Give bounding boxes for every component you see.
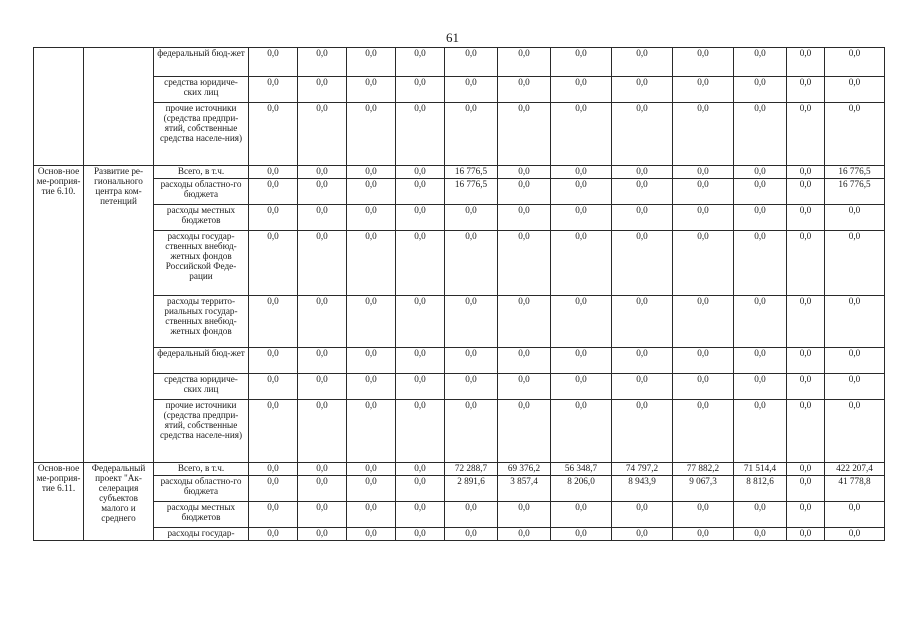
funding-source-cell: федеральный бюд-жет: [154, 348, 249, 374]
value-cell: 0,0: [673, 103, 734, 166]
value-cell: 0,0: [673, 502, 734, 528]
value-cell: 0,0: [445, 374, 498, 400]
value-cell: 0,0: [612, 103, 673, 166]
value-cell: 16 776,5: [825, 166, 885, 179]
value-cell: 0,0: [298, 400, 347, 463]
value-cell: 0,0: [787, 231, 825, 296]
value-cell: 0,0: [445, 502, 498, 528]
funding-source-cell: прочие источники (средства предпри-ятий, собственные средства населе-ния): [154, 103, 249, 166]
value-cell: 0,0: [673, 48, 734, 77]
funding-source-cell: расходы местных бюджетов: [154, 205, 249, 231]
value-cell: 0,0: [673, 166, 734, 179]
value-cell: 0,0: [298, 205, 347, 231]
value-cell: 0,0: [347, 48, 396, 77]
value-cell: 0,0: [612, 374, 673, 400]
value-cell: 0,0: [551, 374, 612, 400]
value-cell: 0,0: [249, 476, 298, 502]
value-cell: 0,0: [787, 400, 825, 463]
value-cell: 0,0: [396, 528, 445, 541]
value-cell: 0,0: [673, 77, 734, 103]
value-cell: 16 776,5: [445, 166, 498, 179]
value-cell: 0,0: [673, 296, 734, 348]
table-row: [34, 476, 885, 502]
value-cell: 0,0: [396, 502, 445, 528]
value-cell: 0,0: [825, 205, 885, 231]
value-cell: 0,0: [396, 374, 445, 400]
value-cell: 0,0: [347, 205, 396, 231]
value-cell: 0,0: [825, 400, 885, 463]
value-cell: 0,0: [825, 502, 885, 528]
value-cell: 0,0: [249, 348, 298, 374]
page-number: 61: [446, 30, 459, 45]
value-cell: 0,0: [551, 48, 612, 77]
value-cell: 16 776,5: [825, 179, 885, 205]
value-cell: 0,0: [612, 348, 673, 374]
event-cell: [34, 48, 84, 166]
event-cell: Основ-ное ме-роприя-тие 6.10.: [34, 166, 84, 463]
value-cell: 0,0: [298, 48, 347, 77]
funding-source-cell: расходы государ-ственных внебюд-жетных фондов Российской Феде-рации: [154, 231, 249, 296]
table-row: [34, 296, 885, 348]
value-cell: 0,0: [825, 528, 885, 541]
value-cell: 0,0: [612, 205, 673, 231]
value-cell: 0,0: [249, 231, 298, 296]
value-cell: 0,0: [612, 528, 673, 541]
value-cell: 56 348,7: [551, 463, 612, 476]
table-row: [34, 528, 885, 541]
value-cell: 0,0: [734, 296, 787, 348]
funding-source-cell: прочие источники (средства предпри-ятий, собственные средства населе-ния): [154, 400, 249, 463]
value-cell: 0,0: [298, 77, 347, 103]
value-cell: 0,0: [498, 231, 551, 296]
funding-source-cell: расходы областно-го бюджета: [154, 476, 249, 502]
value-cell: 0,0: [249, 77, 298, 103]
value-cell: 0,0: [551, 77, 612, 103]
value-cell: 0,0: [249, 296, 298, 348]
value-cell: 0,0: [673, 374, 734, 400]
value-cell: 0,0: [612, 400, 673, 463]
table-row: [34, 463, 885, 476]
value-cell: 0,0: [787, 103, 825, 166]
value-cell: 0,0: [551, 296, 612, 348]
value-cell: 0,0: [551, 528, 612, 541]
value-cell: 0,0: [673, 348, 734, 374]
value-cell: 0,0: [734, 103, 787, 166]
value-cell: 0,0: [298, 463, 347, 476]
funding-source-cell: средства юридиче-ских лиц: [154, 374, 249, 400]
value-cell: 0,0: [551, 231, 612, 296]
value-cell: 0,0: [498, 205, 551, 231]
value-cell: 0,0: [498, 48, 551, 77]
value-cell: 0,0: [787, 48, 825, 77]
value-cell: 0,0: [787, 476, 825, 502]
value-cell: 0,0: [734, 205, 787, 231]
value-cell: 0,0: [396, 231, 445, 296]
value-cell: 0,0: [298, 231, 347, 296]
value-cell: 71 514,4: [734, 463, 787, 476]
value-cell: 0,0: [298, 502, 347, 528]
funding-source-cell: расходы областно-го бюджета: [154, 179, 249, 205]
table-row: [34, 502, 885, 528]
table-row: [34, 103, 885, 166]
value-cell: 0,0: [734, 166, 787, 179]
value-cell: 0,0: [825, 231, 885, 296]
value-cell: 0,0: [347, 374, 396, 400]
event-name-cell: [84, 48, 154, 166]
value-cell: 0,0: [673, 205, 734, 231]
value-cell: 0,0: [734, 502, 787, 528]
event-name-cell: Федеральный проект "Ак-селерация субъектов малого и среднего: [84, 463, 154, 541]
value-cell: 0,0: [445, 205, 498, 231]
value-cell: 0,0: [551, 205, 612, 231]
value-cell: 0,0: [787, 502, 825, 528]
value-cell: 0,0: [298, 348, 347, 374]
funding-source-cell: федеральный бюд-жет: [154, 48, 249, 77]
funding-source-cell: средства юридиче-ских лиц: [154, 77, 249, 103]
value-cell: 0,0: [498, 103, 551, 166]
value-cell: 0,0: [249, 179, 298, 205]
funding-source-cell: Всего, в т.ч.: [154, 166, 249, 179]
funding-source-cell: Всего, в т.ч.: [154, 463, 249, 476]
value-cell: 0,0: [612, 296, 673, 348]
value-cell: 0,0: [396, 166, 445, 179]
value-cell: 0,0: [396, 48, 445, 77]
value-cell: 0,0: [787, 348, 825, 374]
value-cell: 0,0: [347, 400, 396, 463]
value-cell: 0,0: [612, 166, 673, 179]
table-row: [34, 231, 885, 296]
value-cell: 0,0: [551, 502, 612, 528]
value-cell: 0,0: [498, 400, 551, 463]
value-cell: 0,0: [347, 476, 396, 502]
value-cell: 0,0: [347, 77, 396, 103]
value-cell: 0,0: [612, 231, 673, 296]
value-cell: 0,0: [347, 296, 396, 348]
value-cell: 0,0: [249, 502, 298, 528]
value-cell: 8 812,6: [734, 476, 787, 502]
value-cell: 0,0: [734, 348, 787, 374]
value-cell: 0,0: [787, 528, 825, 541]
value-cell: 41 778,8: [825, 476, 885, 502]
value-cell: 0,0: [825, 48, 885, 77]
table-row: [34, 348, 885, 374]
value-cell: 0,0: [734, 400, 787, 463]
value-cell: 0,0: [551, 103, 612, 166]
value-cell: 0,0: [249, 166, 298, 179]
value-cell: 0,0: [347, 348, 396, 374]
value-cell: 0,0: [612, 48, 673, 77]
value-cell: 0,0: [787, 166, 825, 179]
funding-source-cell: расходы местных бюджетов: [154, 502, 249, 528]
value-cell: 0,0: [825, 77, 885, 103]
value-cell: 0,0: [396, 179, 445, 205]
value-cell: 0,0: [498, 374, 551, 400]
value-cell: 0,0: [347, 103, 396, 166]
value-cell: 0,0: [396, 296, 445, 348]
value-cell: 0,0: [396, 400, 445, 463]
funding-source-cell: расходы государ-: [154, 528, 249, 541]
value-cell: 0,0: [445, 48, 498, 77]
value-cell: 0,0: [734, 231, 787, 296]
table-row: [34, 205, 885, 231]
value-cell: 0,0: [445, 348, 498, 374]
event-cell: Основ-ное ме-роприя-тие 6.11.: [34, 463, 84, 541]
value-cell: 0,0: [551, 348, 612, 374]
value-cell: 0,0: [396, 463, 445, 476]
value-cell: 0,0: [787, 463, 825, 476]
value-cell: 0,0: [673, 179, 734, 205]
table-row: [34, 400, 885, 463]
value-cell: 0,0: [498, 179, 551, 205]
value-cell: 69 376,2: [498, 463, 551, 476]
value-cell: 0,0: [347, 502, 396, 528]
value-cell: 0,0: [445, 296, 498, 348]
value-cell: 0,0: [298, 374, 347, 400]
value-cell: 0,0: [396, 77, 445, 103]
value-cell: 0,0: [298, 476, 347, 502]
value-cell: 0,0: [498, 348, 551, 374]
value-cell: 0,0: [673, 400, 734, 463]
value-cell: 72 288,7: [445, 463, 498, 476]
value-cell: 0,0: [551, 179, 612, 205]
value-cell: 0,0: [612, 77, 673, 103]
value-cell: 0,0: [825, 103, 885, 166]
value-cell: 0,0: [734, 528, 787, 541]
value-cell: 0,0: [825, 348, 885, 374]
value-cell: 0,0: [445, 77, 498, 103]
value-cell: 0,0: [734, 179, 787, 205]
value-cell: 0,0: [347, 166, 396, 179]
event-name-cell: Развитие ре-гионального центра ком-петенций: [84, 166, 154, 463]
value-cell: 0,0: [787, 77, 825, 103]
value-cell: 0,0: [673, 231, 734, 296]
value-cell: 0,0: [673, 528, 734, 541]
value-cell: 0,0: [445, 528, 498, 541]
value-cell: 0,0: [498, 528, 551, 541]
value-cell: 0,0: [498, 502, 551, 528]
value-cell: 0,0: [249, 374, 298, 400]
value-cell: 0,0: [825, 296, 885, 348]
value-cell: 0,0: [249, 400, 298, 463]
value-cell: 0,0: [249, 205, 298, 231]
value-cell: 0,0: [498, 77, 551, 103]
value-cell: 0,0: [445, 103, 498, 166]
value-cell: 0,0: [734, 48, 787, 77]
value-cell: 8 206,0: [551, 476, 612, 502]
value-cell: 0,0: [249, 103, 298, 166]
value-cell: 9 067,3: [673, 476, 734, 502]
budget-table: [33, 47, 885, 541]
value-cell: 0,0: [298, 166, 347, 179]
value-cell: 0,0: [787, 179, 825, 205]
value-cell: 0,0: [612, 502, 673, 528]
value-cell: 0,0: [298, 179, 347, 205]
value-cell: 0,0: [396, 476, 445, 502]
value-cell: 422 207,4: [825, 463, 885, 476]
value-cell: 0,0: [445, 231, 498, 296]
value-cell: 0,0: [396, 103, 445, 166]
value-cell: 0,0: [347, 231, 396, 296]
table-row: [34, 166, 885, 179]
value-cell: 0,0: [249, 528, 298, 541]
value-cell: 3 857,4: [498, 476, 551, 502]
value-cell: 2 891,6: [445, 476, 498, 502]
value-cell: 0,0: [551, 400, 612, 463]
value-cell: 0,0: [787, 296, 825, 348]
value-cell: 0,0: [787, 205, 825, 231]
value-cell: 0,0: [298, 296, 347, 348]
value-cell: 74 797,2: [612, 463, 673, 476]
value-cell: 0,0: [347, 463, 396, 476]
value-cell: 0,0: [734, 374, 787, 400]
value-cell: 0,0: [551, 166, 612, 179]
funding-source-cell: расходы террито-риальных государ-ственных внебюд-жетных фондов: [154, 296, 249, 348]
value-cell: 0,0: [347, 179, 396, 205]
value-cell: 0,0: [498, 296, 551, 348]
value-cell: 0,0: [396, 348, 445, 374]
value-cell: 8 943,9: [612, 476, 673, 502]
value-cell: 0,0: [787, 374, 825, 400]
value-cell: 0,0: [612, 179, 673, 205]
value-cell: 16 776,5: [445, 179, 498, 205]
table-row: [34, 374, 885, 400]
value-cell: 0,0: [298, 103, 347, 166]
value-cell: 0,0: [445, 400, 498, 463]
table-row: [34, 179, 885, 205]
table-row: [34, 77, 885, 103]
value-cell: 0,0: [347, 528, 396, 541]
value-cell: 0,0: [298, 528, 347, 541]
value-cell: 0,0: [396, 205, 445, 231]
value-cell: 0,0: [249, 48, 298, 77]
value-cell: 0,0: [825, 374, 885, 400]
value-cell: 0,0: [498, 166, 551, 179]
value-cell: 77 882,2: [673, 463, 734, 476]
value-cell: 0,0: [734, 77, 787, 103]
table-row: [34, 48, 885, 77]
value-cell: 0,0: [249, 463, 298, 476]
